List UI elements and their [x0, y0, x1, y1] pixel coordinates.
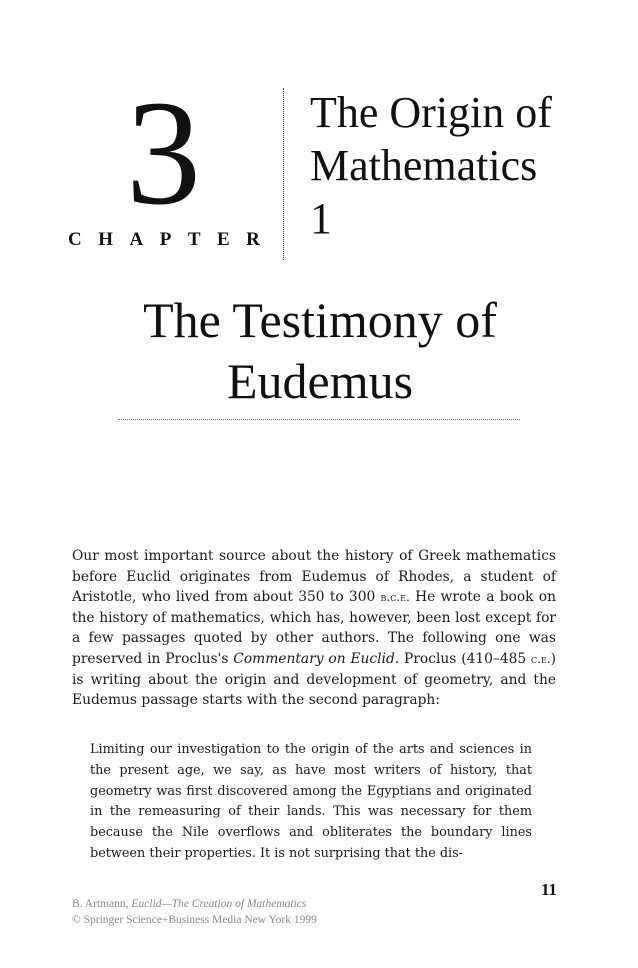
body-text-4: ) is writing about the origin and development of geometry, and the Eudemus passage starts with the second paragraph:: [72, 650, 556, 709]
page-number: 11: [540, 880, 557, 899]
footer-citation: [72, 898, 306, 910]
section-title: [100, 290, 540, 412]
book-title-italic: Commentary on Euclid: [233, 650, 395, 667]
era-abbreviation: c.e.: [531, 651, 551, 666]
horizontal-divider: [118, 419, 520, 420]
footer-copyright: © Springer Science+Business Media New York 1999: [72, 914, 317, 926]
era-abbreviation: b.c.e.: [380, 590, 410, 605]
section-title-line-2: Eudemus: [226, 353, 414, 409]
part-title-line-1: The Origin of: [310, 88, 552, 137]
body-paragraph: [72, 546, 556, 711]
part-title: [310, 86, 610, 245]
vertical-divider: [283, 88, 284, 260]
part-title-line-2: Mathematics: [310, 141, 538, 190]
part-title-line-3: 1: [310, 194, 332, 243]
chapter-label: CHAPTER: [68, 229, 277, 250]
body-text-2: He wrote a book on the history of mathematics, which has, however, been lost except for a few passages quoted by other authors. The following one was preserved in Proclus's: [72, 589, 556, 667]
body-text-1: Our most important source about the history of Greek mathematics before Euclid originates from Eudemus of Rhodes, a student of Aristotle, who lived from about 350 to 300: [72, 548, 556, 606]
block-quote: Limiting our investigation to the origin of the arts and sciences in the present age, we say, as have most writers of history, that geometry was first discovered among the Egyptians and originated in the remeasuring of their lands. This was necessary for them because the Nile overflows and obliterates the boundary lines between their properties. It is not surprising that the dis-: [90, 742, 532, 861]
body-text-3: . Proclus (410–485: [394, 650, 532, 667]
chapter-number: 3: [126, 70, 201, 236]
footer-author: B. Artmann,: [72, 898, 132, 910]
section-title-line-1: The Testimony of: [143, 292, 497, 348]
footer-book-title: Euclid—The Creation of Mathematics: [131, 898, 307, 910]
